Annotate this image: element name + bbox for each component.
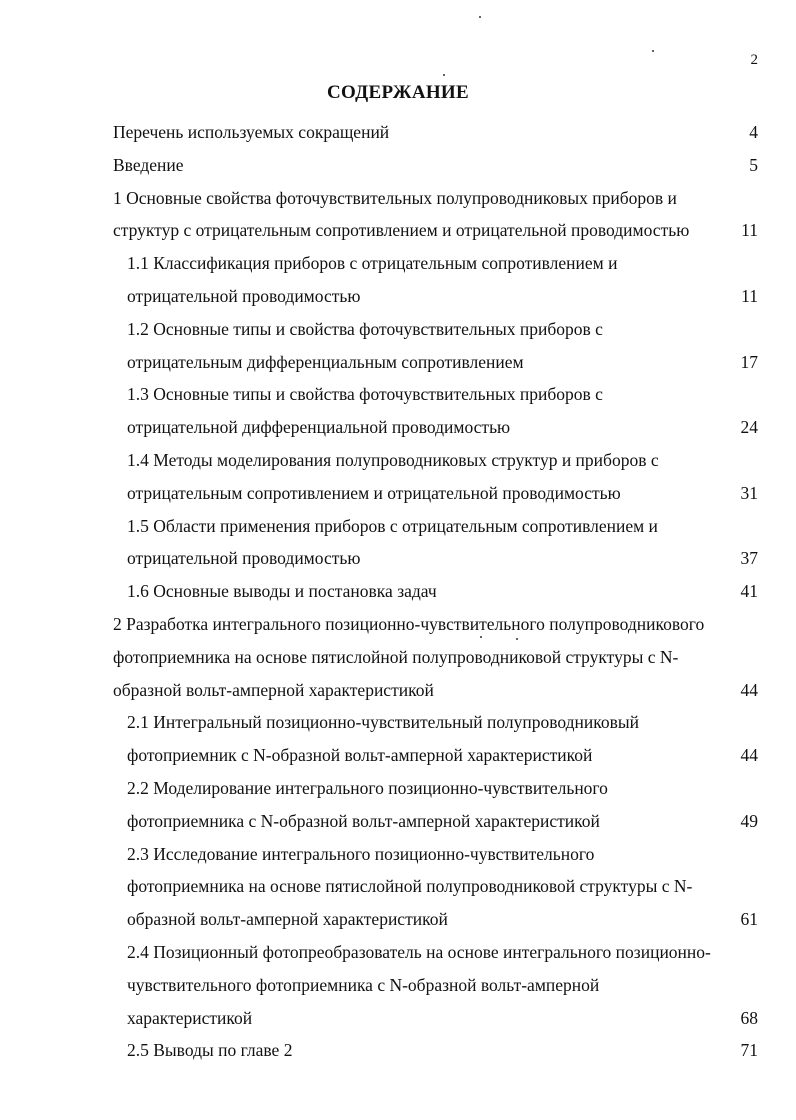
toc-entry-page: 68 — [740, 1007, 758, 1028]
toc-entry — [0, 674, 796, 706]
toc-entry-page: 31 — [740, 482, 758, 503]
scan-speck — [652, 50, 654, 52]
toc-entry — [0, 214, 796, 246]
toc-entry — [0, 1034, 796, 1066]
toc-entry-text: отрицательным дифференциальным сопротивлением — [127, 351, 524, 372]
toc-entry-text: отрицательным сопротивлением и отрицательной проводимостью — [127, 482, 621, 503]
toc-entry — [0, 411, 796, 443]
scan-speck — [480, 636, 482, 638]
toc-entry-page: 4 — [749, 122, 758, 142]
toc-entry-page: 5 — [749, 154, 758, 175]
toc-entry — [0, 510, 796, 542]
toc-entry — [0, 116, 796, 148]
toc-entry — [0, 444, 796, 476]
toc-entry — [0, 1002, 796, 1034]
page-title: СОДЕРЖАНИЕ — [327, 82, 469, 103]
toc-entry-page: 37 — [740, 548, 758, 569]
toc-entry — [0, 149, 796, 181]
toc-entry-text: образной вольт-амперной характеристикой — [127, 909, 448, 930]
scan-speck — [479, 16, 481, 18]
toc-entry-text: 1.4 Методы моделирования полупроводниковых структур и приборов с — [127, 450, 659, 470]
toc-entry-text: характеристикой — [127, 1007, 253, 1028]
toc-entry-text: 2.1 Интегральный позиционно-чувствительный полупроводниковый — [127, 712, 640, 733]
toc-entry — [0, 313, 796, 345]
toc-entry — [0, 247, 796, 279]
toc-entry-text: фотоприемника с N-образной вольт-амперной характеристикой — [127, 810, 600, 831]
toc-entry-text: 1.2 Основные типы и свойства фоточувствительных приборов с — [127, 318, 603, 339]
toc-entry-page: 11 — [741, 286, 758, 306]
toc-entry — [0, 870, 796, 902]
toc-entry-text: Перечень используемых сокращений — [113, 122, 390, 142]
toc-entry-page: 11 — [741, 220, 758, 241]
toc-entry-page: 24 — [740, 417, 758, 438]
toc-entry-page: 44 — [740, 679, 758, 700]
toc-entry-text: фотоприемник с N-образной вольт-амперной характеристикой — [127, 745, 593, 766]
toc-entry — [0, 182, 796, 214]
toc-entry — [0, 641, 796, 673]
toc-entry — [0, 739, 796, 771]
toc-entry-text: отрицательной проводимостью — [127, 286, 361, 306]
scan-speck — [443, 74, 445, 76]
toc-entry-text: отрицательной дифференциальной проводимостью — [127, 417, 511, 438]
toc-entry-text: 2.5 Выводы по главе 2 — [127, 1040, 293, 1061]
scan-speck — [516, 638, 518, 640]
toc-entry — [0, 477, 796, 509]
toc-entry-text: фотоприемника на основе пятислойной полупроводниковой структуры с N- — [113, 646, 679, 667]
toc-entry-text: 2.2 Моделирование интегрального позиционно-чувствительного — [127, 778, 608, 798]
toc-entry-text: фотоприемника на основе пятислойной полупроводниковой структуры с N- — [127, 876, 693, 897]
toc-entry — [0, 346, 796, 378]
toc-entry-text: Введение — [113, 154, 184, 175]
toc-entry-text: структур с отрицательным сопротивлением и отрицательной проводимостью — [113, 220, 690, 241]
toc-entry-text: 2.3 Исследование интегрального позиционно-чувствительного — [127, 843, 595, 864]
toc-entry-text: 1.5 Области применения приборов с отрицательным сопротивлением и — [127, 515, 658, 536]
toc-entry — [0, 903, 796, 935]
toc-entry-text: 1 Основные свойства фоточувствительных полупроводниковых приборов и — [113, 187, 677, 208]
toc-entry-page: 17 — [740, 351, 758, 372]
toc-entry — [0, 805, 796, 837]
toc-entry — [0, 280, 796, 312]
toc-entry — [0, 608, 796, 640]
toc-entry-text: образной вольт-амперной характеристикой — [113, 679, 434, 700]
toc-entry-text: 1.6 Основные выводы и постановка задач — [127, 581, 437, 602]
page-number: 2 — [750, 52, 758, 68]
toc-entry-text: отрицательной проводимостью — [127, 548, 361, 569]
toc-entry-text: 2.4 Позиционный фотопреобразователь на основе интегрального позиционно- — [127, 942, 711, 962]
toc-entry-text: 1.1 Классификация приборов с отрицательным сопротивлением и — [127, 253, 618, 274]
toc-entry — [0, 378, 796, 410]
toc-entry — [0, 542, 796, 574]
toc-entry-page: 49 — [740, 810, 758, 831]
toc-entry-page: 44 — [740, 745, 758, 766]
toc-entry — [0, 969, 796, 1001]
toc-entry — [0, 706, 796, 738]
toc-entry — [0, 575, 796, 607]
toc-entry-text: 1.3 Основные типы и свойства фоточувствительных приборов с — [127, 384, 603, 405]
toc-entry — [0, 936, 796, 968]
toc-entry-page: 41 — [740, 581, 758, 602]
toc-entry-page: 71 — [740, 1040, 758, 1061]
toc-entry — [0, 838, 796, 870]
toc-entry — [0, 772, 796, 804]
toc-entry-text: 2 Разработка интегрального позиционно-чувствительного полупроводникового — [113, 614, 705, 634]
toc-entry-page: 61 — [740, 909, 758, 930]
toc-entry-text: чувствительного фотоприемника с N-образной вольт-амперной — [127, 974, 600, 995]
